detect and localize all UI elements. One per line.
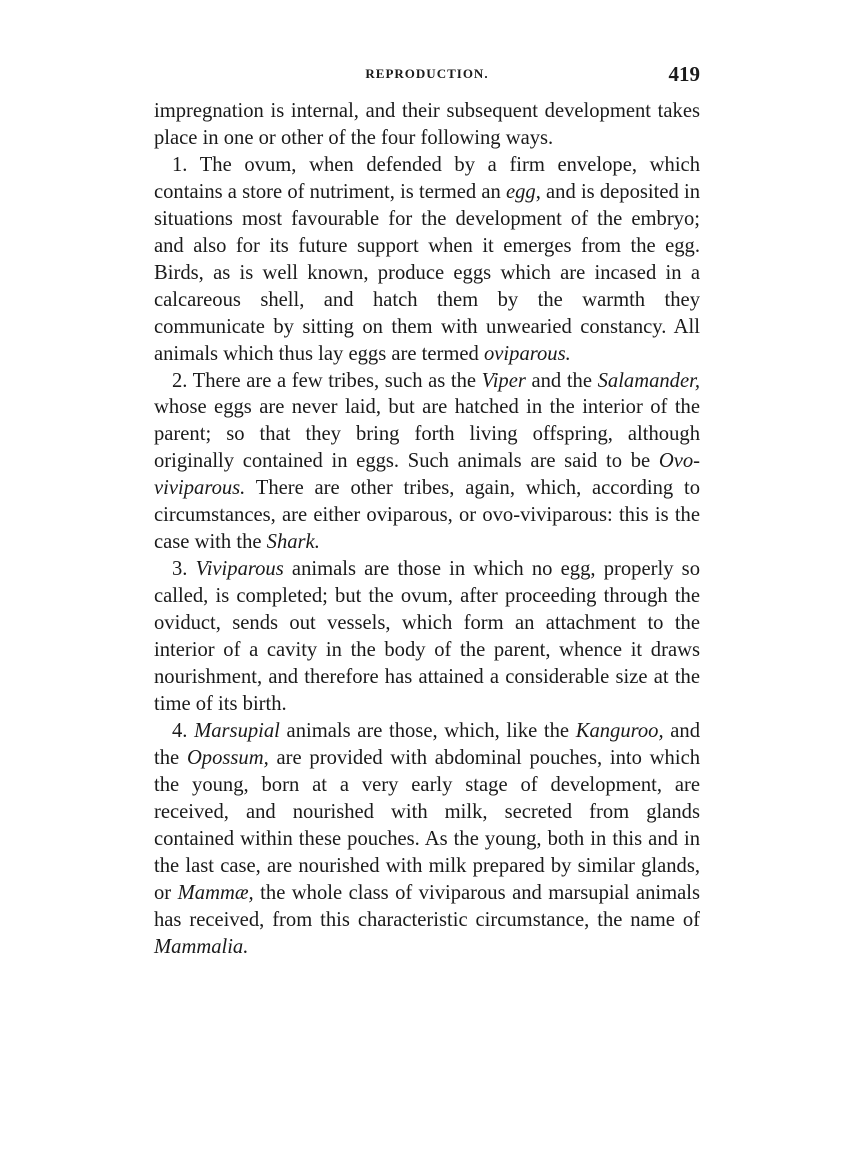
book-page [154, 60, 700, 961]
text-run: 2. There are a few tribes, such as the [172, 369, 482, 392]
italic-term: Marsupial [194, 719, 280, 742]
italic-term: Salamander, [597, 369, 700, 392]
text-run: are provided with abdominal pouches, into which the young, born at a very early stage of development, are received, and nourished with milk, secreted from glands contained within these pouches. As the young, both in this and in the last case, are nourished with milk prepared by similar glands, or [154, 746, 701, 904]
text-run: the whole class of viviparous and marsupial animals has received, from this characteristic circumstance, the name of [154, 881, 700, 931]
paragraph-ovo-viviparous [154, 368, 700, 557]
italic-term: Mammæ, [177, 881, 254, 904]
text-run: 4. [172, 719, 195, 742]
text-run: and the [154, 719, 700, 769]
text-run: , and is deposited in situations most favourable for the development of the embryo; and also for its future support when it emerges from the egg. Birds, as is well known, produce eggs which are incased in a calcareous shell, and hatch them by the warmth they communicate by sitting on them with unwearied constancy. All animals which thus lay eggs are termed [154, 180, 700, 365]
text-run: 3. [172, 558, 196, 581]
running-title: REPRODUCTION. [365, 66, 489, 81]
italic-term: egg [505, 180, 536, 203]
italic-term: oviparous. [483, 342, 571, 365]
italic-term: Kanguroo, [575, 719, 664, 742]
paragraph-egg [154, 152, 700, 368]
italic-term: Viviparous [195, 558, 284, 581]
italic-term: Opossum, [186, 746, 269, 769]
text-run: impregnation is internal, and their subsequent development takes place in one or other of the four following ways. [154, 100, 700, 149]
italic-term: Ovo-viviparous. [154, 450, 700, 500]
text-run: animals are those in which no egg, properly so called, is completed; but the ovum, after proceeding through the oviduct, sends out vessels, which form an attachment to the interior of a cavity in the body of the parent, whence it draws nourishment, and therefore has attained a considerable size at the time of its birth. [154, 558, 700, 715]
text-run: 1. The ovum, when defended by a firm envelope, which contains a store of nutriment, is termed an [154, 153, 700, 203]
text-run: and the [525, 369, 598, 392]
italic-term: Mammalia. [154, 935, 249, 958]
body-text [154, 98, 700, 961]
running-head [154, 60, 700, 90]
italic-term: Shark. [266, 531, 320, 554]
paragraph-viviparous [154, 556, 700, 718]
text-run: animals are those, which, like the [279, 719, 576, 742]
page-number: 419 [668, 62, 700, 86]
text-run: whose eggs are never laid, but are hatched in the interior of the parent; so that they bring forth living offspring, although originally contained in eggs. Such animals are said to be [154, 396, 700, 473]
text-run: There are other tribes, again, which, according to circumstances, are either oviparous, or ovo-viviparous: this is the case with the [154, 477, 700, 554]
paragraph-marsupial [154, 718, 700, 961]
paragraph-continuation [154, 98, 700, 152]
italic-term: Viper [481, 369, 526, 392]
